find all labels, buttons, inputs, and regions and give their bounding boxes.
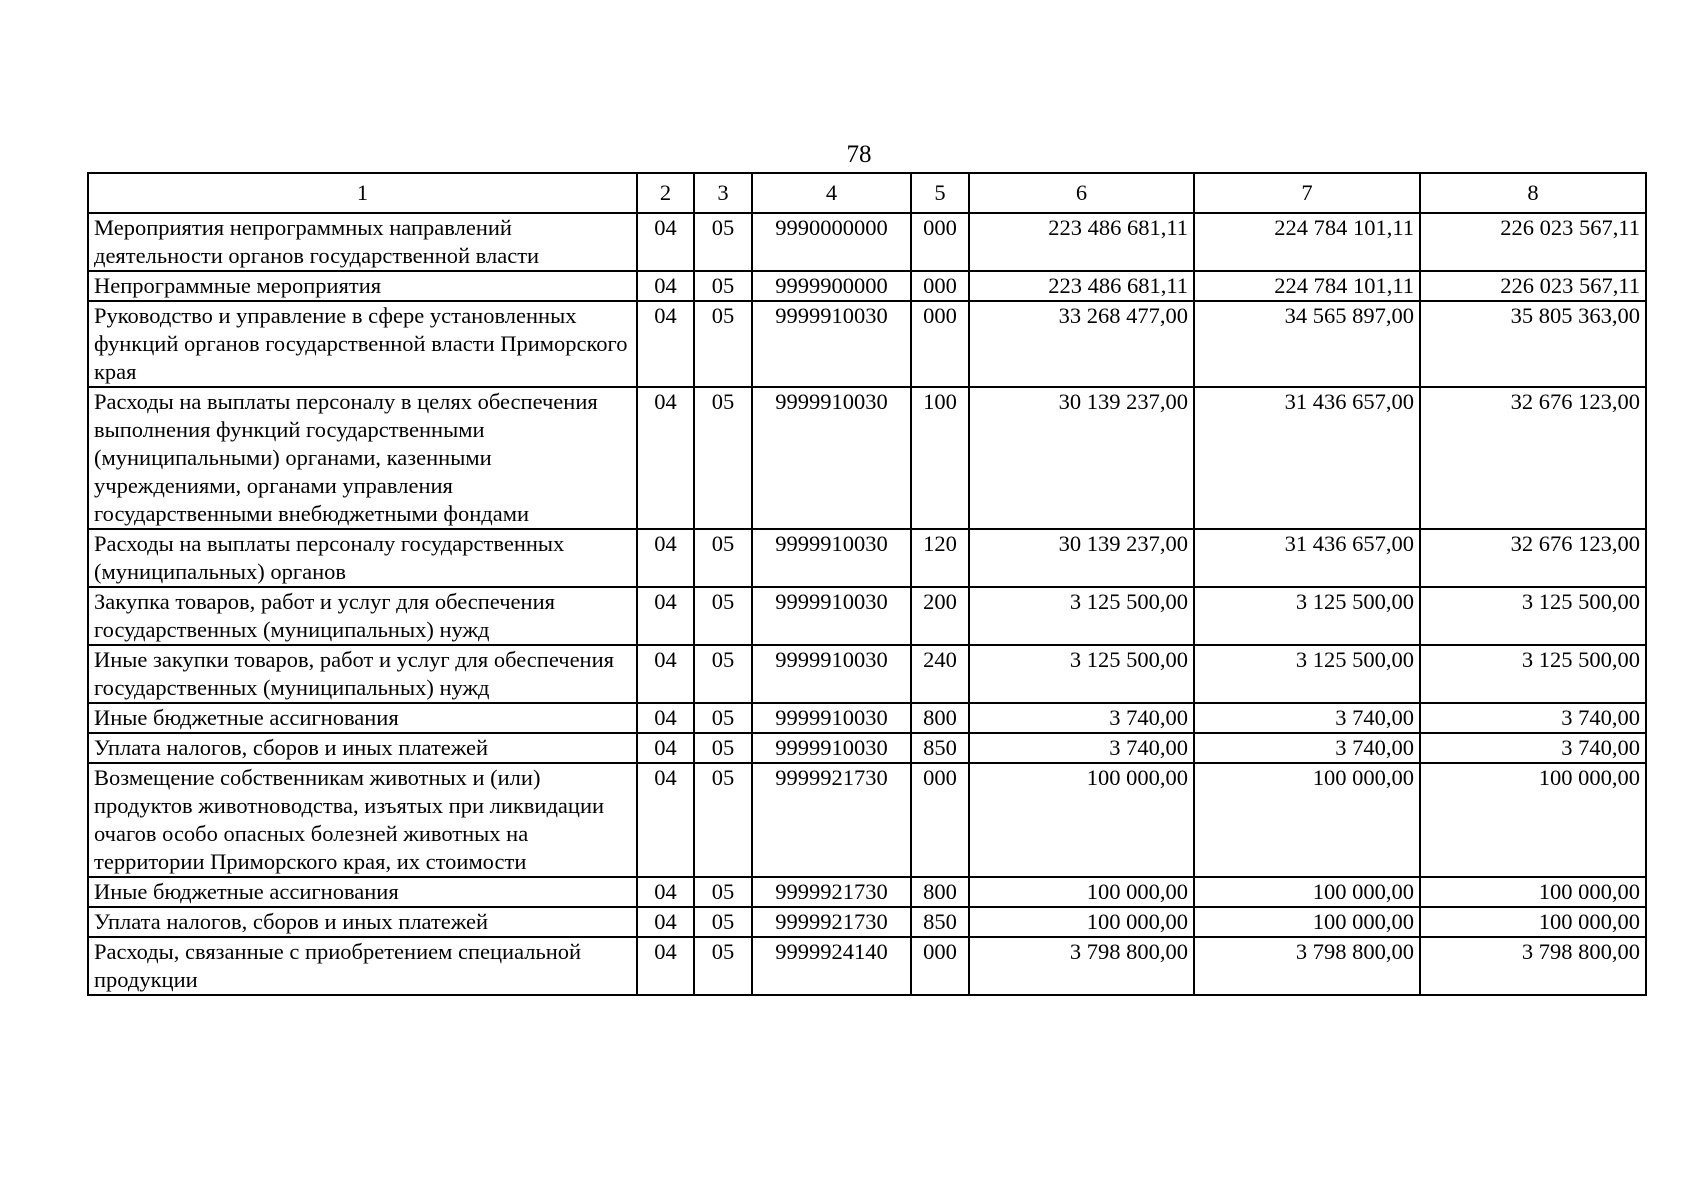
row-amount-6: 3 798 800,00 <box>969 937 1194 995</box>
row-subsection: 05 <box>694 587 752 645</box>
column-header: 5 <box>911 173 969 213</box>
row-amount-8: 3 125 500,00 <box>1420 645 1646 703</box>
column-header: 8 <box>1420 173 1646 213</box>
row-expense-type: 800 <box>911 703 969 733</box>
row-amount-8: 35 805 363,00 <box>1420 301 1646 387</box>
row-amount-8: 3 740,00 <box>1420 733 1646 763</box>
row-section: 04 <box>637 529 694 587</box>
row-name: Расходы, связанные с приобретением специальной продукции <box>88 937 637 995</box>
table-row <box>88 877 1646 907</box>
row-target-article: 9999924140 <box>752 937 911 995</box>
row-expense-type: 850 <box>911 733 969 763</box>
row-amount-6: 100 000,00 <box>969 877 1194 907</box>
row-subsection: 05 <box>694 733 752 763</box>
row-target-article: 9999921730 <box>752 907 911 937</box>
row-amount-8: 100 000,00 <box>1420 763 1646 877</box>
row-section: 04 <box>637 587 694 645</box>
row-subsection: 05 <box>694 877 752 907</box>
row-name: Возмещение собственникам животных и (или) продуктов животноводства, изъятых при ликвидации очагов особо опасных болезней животных на территории Приморского края, их стоимости <box>88 763 637 877</box>
row-subsection: 05 <box>694 271 752 301</box>
row-amount-6: 3 125 500,00 <box>969 645 1194 703</box>
row-target-article: 9999910030 <box>752 587 911 645</box>
table-row <box>88 387 1646 529</box>
column-header: 4 <box>752 173 911 213</box>
table-row <box>88 703 1646 733</box>
row-amount-6: 223 486 681,11 <box>969 213 1194 271</box>
row-amount-6: 223 486 681,11 <box>969 271 1194 301</box>
row-amount-7: 100 000,00 <box>1194 763 1420 877</box>
table-row <box>88 907 1646 937</box>
row-amount-8: 3 798 800,00 <box>1420 937 1646 995</box>
row-target-article: 9999910030 <box>752 301 911 387</box>
row-amount-7: 100 000,00 <box>1194 877 1420 907</box>
row-section: 04 <box>637 763 694 877</box>
row-amount-8: 100 000,00 <box>1420 907 1646 937</box>
table-row <box>88 733 1646 763</box>
row-subsection: 05 <box>694 645 752 703</box>
row-section: 04 <box>637 937 694 995</box>
row-amount-7: 100 000,00 <box>1194 907 1420 937</box>
table-row <box>88 213 1646 271</box>
table-row <box>88 645 1646 703</box>
row-amount-7: 31 436 657,00 <box>1194 529 1420 587</box>
table-row <box>88 301 1646 387</box>
row-expense-type: 000 <box>911 271 969 301</box>
row-section: 04 <box>637 213 694 271</box>
row-amount-8: 226 023 567,11 <box>1420 213 1646 271</box>
row-section: 04 <box>637 301 694 387</box>
row-expense-type: 000 <box>911 763 969 877</box>
row-section: 04 <box>637 703 694 733</box>
row-name: Расходы на выплаты персоналу в целях обеспечения выполнения функций государственными (муниципальными) органами, казенными учреждениями, органами управления государственными внебюджетными фондами <box>88 387 637 529</box>
row-subsection: 05 <box>694 387 752 529</box>
row-target-article: 9990000000 <box>752 213 911 271</box>
row-amount-8: 32 676 123,00 <box>1420 529 1646 587</box>
row-target-article: 9999910030 <box>752 387 911 529</box>
row-amount-6: 3 125 500,00 <box>969 587 1194 645</box>
row-amount-6: 3 740,00 <box>969 703 1194 733</box>
row-target-article: 9999921730 <box>752 877 911 907</box>
row-subsection: 05 <box>694 763 752 877</box>
row-amount-6: 30 139 237,00 <box>969 529 1194 587</box>
row-section: 04 <box>637 733 694 763</box>
row-expense-type: 240 <box>911 645 969 703</box>
row-name: Иные закупки товаров, работ и услуг для обеспечения государственных (муниципальных) нужд <box>88 645 637 703</box>
table-row <box>88 763 1646 877</box>
column-header: 3 <box>694 173 752 213</box>
row-name: Руководство и управление в сфере установленных функций органов государственной власти Приморского края <box>88 301 637 387</box>
row-amount-7: 3 740,00 <box>1194 733 1420 763</box>
column-header: 2 <box>637 173 694 213</box>
row-amount-6: 3 740,00 <box>969 733 1194 763</box>
row-name: Непрограммные мероприятия <box>88 271 637 301</box>
row-subsection: 05 <box>694 301 752 387</box>
page-number: 78 <box>846 141 872 168</box>
row-name: Уплата налогов, сборов и иных платежей <box>88 907 637 937</box>
row-amount-7: 224 784 101,11 <box>1194 271 1420 301</box>
row-name: Иные бюджетные ассигнования <box>88 703 637 733</box>
row-section: 04 <box>637 387 694 529</box>
row-target-article: 9999921730 <box>752 763 911 877</box>
row-expense-type: 100 <box>911 387 969 529</box>
row-target-article: 9999910030 <box>752 645 911 703</box>
row-target-article: 9999910030 <box>752 529 911 587</box>
row-name: Расходы на выплаты персоналу государственных (муниципальных) органов <box>88 529 637 587</box>
row-amount-8: 32 676 123,00 <box>1420 387 1646 529</box>
budget-table <box>87 172 1647 996</box>
row-amount-8: 3 740,00 <box>1420 703 1646 733</box>
row-expense-type: 120 <box>911 529 969 587</box>
row-subsection: 05 <box>694 529 752 587</box>
row-amount-7: 3 125 500,00 <box>1194 645 1420 703</box>
row-section: 04 <box>637 907 694 937</box>
row-amount-7: 34 565 897,00 <box>1194 301 1420 387</box>
row-name: Иные бюджетные ассигнования <box>88 877 637 907</box>
row-name: Мероприятия непрограммных направлений деятельности органов государственной власти <box>88 213 637 271</box>
row-expense-type: 200 <box>911 587 969 645</box>
row-subsection: 05 <box>694 937 752 995</box>
row-amount-8: 3 125 500,00 <box>1420 587 1646 645</box>
table-row <box>88 937 1646 995</box>
row-section: 04 <box>637 645 694 703</box>
column-header: 1 <box>88 173 637 213</box>
row-subsection: 05 <box>694 213 752 271</box>
row-expense-type: 800 <box>911 877 969 907</box>
row-subsection: 05 <box>694 907 752 937</box>
table-row <box>88 271 1646 301</box>
row-amount-7: 3 740,00 <box>1194 703 1420 733</box>
table-row <box>88 529 1646 587</box>
row-amount-8: 226 023 567,11 <box>1420 271 1646 301</box>
row-target-article: 9999910030 <box>752 703 911 733</box>
row-section: 04 <box>637 271 694 301</box>
row-section: 04 <box>637 877 694 907</box>
row-amount-7: 3 125 500,00 <box>1194 587 1420 645</box>
row-name: Закупка товаров, работ и услуг для обеспечения государственных (муниципальных) нужд <box>88 587 637 645</box>
row-amount-7: 224 784 101,11 <box>1194 213 1420 271</box>
row-subsection: 05 <box>694 703 752 733</box>
row-target-article: 9999910030 <box>752 733 911 763</box>
row-amount-6: 100 000,00 <box>969 907 1194 937</box>
row-amount-8: 100 000,00 <box>1420 877 1646 907</box>
row-amount-7: 3 798 800,00 <box>1194 937 1420 995</box>
row-amount-6: 33 268 477,00 <box>969 301 1194 387</box>
column-header: 6 <box>969 173 1194 213</box>
row-amount-6: 30 139 237,00 <box>969 387 1194 529</box>
row-expense-type: 000 <box>911 213 969 271</box>
row-target-article: 9999900000 <box>752 271 911 301</box>
row-amount-7: 31 436 657,00 <box>1194 387 1420 529</box>
row-expense-type: 000 <box>911 301 969 387</box>
row-expense-type: 000 <box>911 937 969 995</box>
column-header: 7 <box>1194 173 1420 213</box>
header-row <box>88 173 1646 213</box>
table-row <box>88 587 1646 645</box>
row-expense-type: 850 <box>911 907 969 937</box>
row-amount-6: 100 000,00 <box>969 763 1194 877</box>
row-name: Уплата налогов, сборов и иных платежей <box>88 733 637 763</box>
